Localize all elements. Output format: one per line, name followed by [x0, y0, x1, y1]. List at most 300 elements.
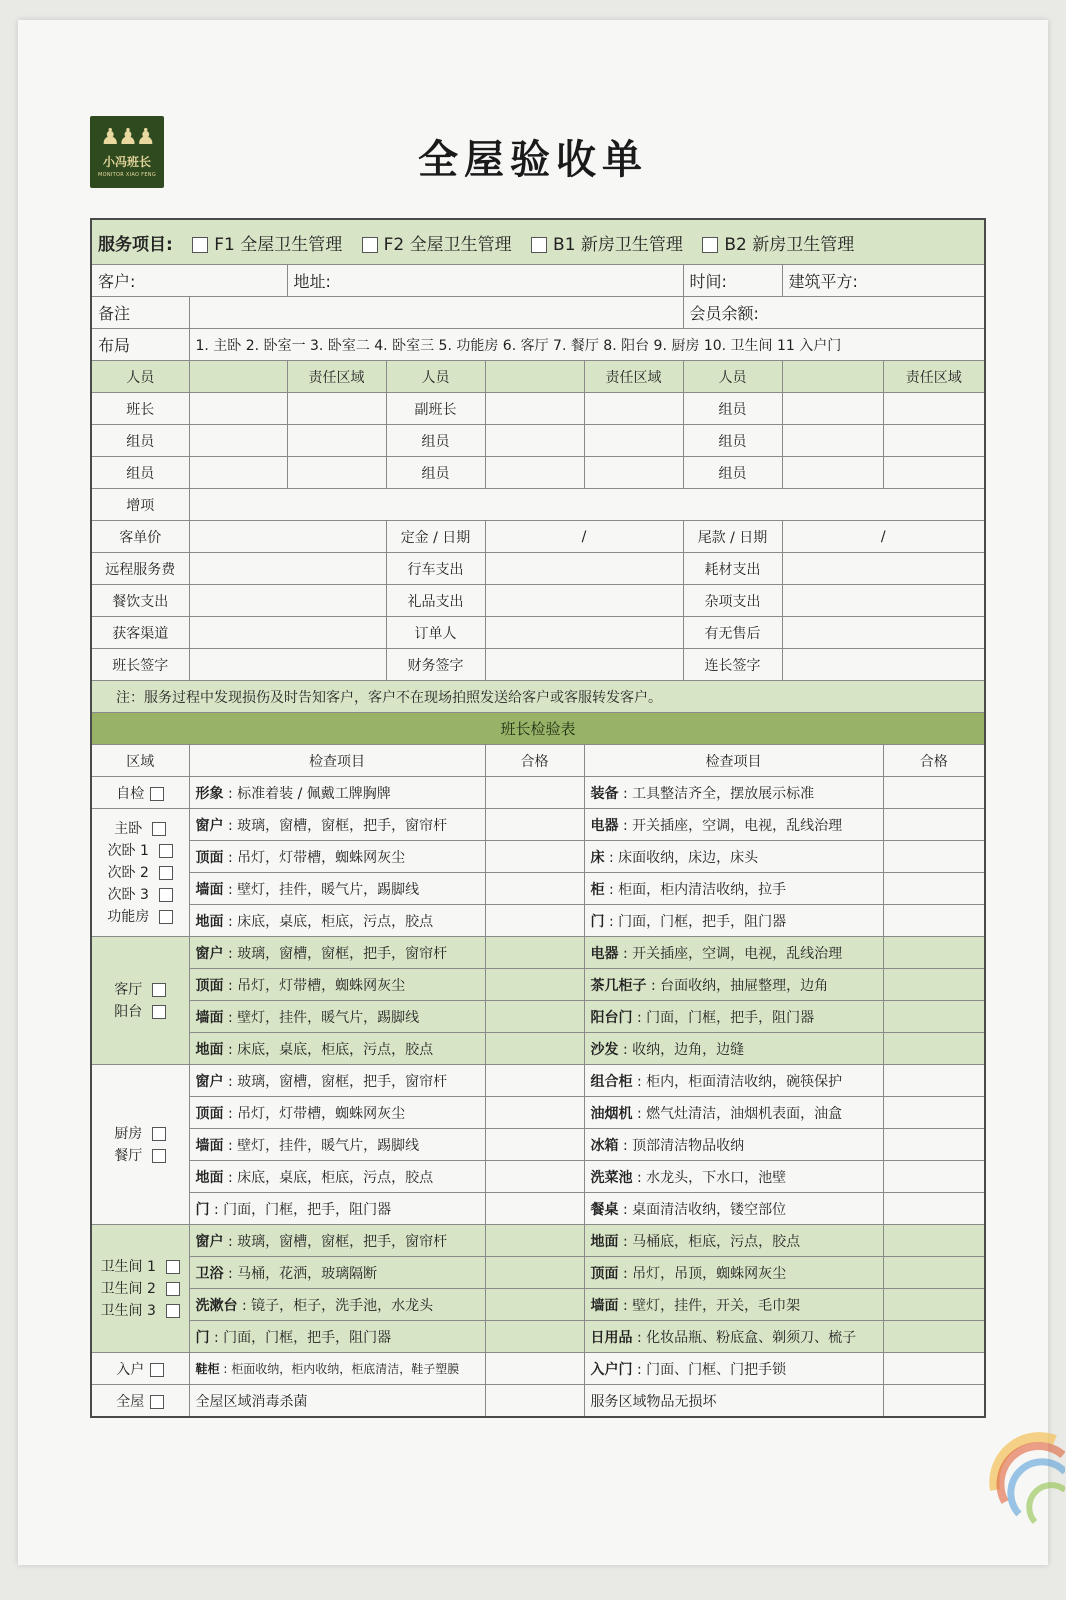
checklist-row [91, 1129, 985, 1161]
area-checkbox[interactable] [150, 1395, 164, 1409]
check-item [584, 1321, 883, 1353]
area-name: 卫生间 1 [100, 1258, 156, 1275]
pass-field[interactable] [485, 1353, 584, 1385]
check-item-name: 茶几柜子 [590, 977, 647, 994]
check-item-name: 入户门 [590, 1361, 633, 1378]
check-item-name: 电器 [590, 945, 619, 962]
check-item-name: 顶面 [195, 1105, 224, 1122]
finance-field[interactable] [485, 585, 683, 617]
check-item-detail: 吊灯，灯带槽，蜘蛛网灰尘 [237, 977, 406, 994]
service-label: 服务项目: [98, 234, 173, 255]
finance-label: 订单人 [386, 617, 485, 649]
separator: : [209, 1201, 224, 1218]
check-item-detail: 门面，门框，把手，阻门器 [618, 913, 787, 930]
check-item-detail: 马桶底，柜底，污点，胶点 [632, 1233, 801, 1250]
check-item-detail: 床底，桌底，柜底，污点，胶点 [237, 1169, 434, 1186]
check-item [189, 1321, 485, 1353]
separator: : [223, 1009, 238, 1026]
extra-items-field[interactable] [189, 489, 985, 521]
separator: : [604, 881, 619, 898]
check-item [584, 1289, 883, 1321]
staff-name-field[interactable] [782, 393, 883, 425]
area-option [98, 862, 183, 884]
staff-name-field[interactable] [485, 457, 584, 489]
separator: : [223, 1073, 238, 1090]
check-item-detail: 吊灯，灯带槽，蜘蛛网灰尘 [237, 1105, 406, 1122]
area-option [98, 979, 183, 1001]
pass-field[interactable] [485, 1097, 584, 1129]
service-option-f1: F1 全屋卫生管理 [214, 234, 343, 255]
finance-field[interactable] [189, 617, 386, 649]
pass-field[interactable] [485, 1193, 584, 1225]
balance-field[interactable]: 会员余额: [683, 297, 985, 329]
checklist-row [91, 1225, 985, 1257]
check-item [189, 873, 485, 905]
pass-field[interactable] [485, 809, 584, 841]
check-item [189, 1097, 485, 1129]
checklist-title: 班长检验表 [91, 713, 985, 745]
area-name: 卫生间 2 [100, 1280, 156, 1297]
pass-field[interactable] [485, 1001, 584, 1033]
staff-name-field[interactable] [782, 457, 883, 489]
check-item [584, 1353, 883, 1385]
area-group [91, 1065, 189, 1225]
duty-area-field[interactable] [287, 425, 386, 457]
area-checkbox[interactable] [159, 866, 173, 880]
check-item-name: 鞋柜 [195, 1362, 220, 1376]
check-item [189, 1289, 485, 1321]
check-item [584, 1193, 883, 1225]
checklist-row [91, 1065, 985, 1097]
service-checkbox-f1[interactable] [192, 237, 208, 253]
area-name: 次卧 2 [107, 864, 149, 881]
check-item-detail: 吊灯，吊顶，蜘蛛网灰尘 [632, 1265, 787, 1282]
check-item-name: 地面 [590, 1233, 619, 1250]
check-item-detail: 床底，桌底，柜底，污点，胶点 [237, 913, 434, 930]
pass-field[interactable] [883, 1097, 985, 1129]
area-checkbox[interactable] [159, 888, 173, 902]
check-item [189, 1033, 485, 1065]
finance-label: 有无售后 [683, 617, 782, 649]
remark-label: 备注 [91, 297, 189, 329]
remark-row [91, 297, 985, 329]
separator: : [223, 1265, 238, 1282]
finance-label: 定金 / 日期 [386, 521, 485, 553]
checklist-row [91, 1001, 985, 1033]
separator: : [632, 1329, 647, 1346]
area-single [91, 1385, 189, 1418]
extra-items-label: 增项 [91, 489, 189, 521]
check-item-detail: 柜面，柜内清洁收纳，拉手 [618, 881, 787, 898]
note-row [91, 681, 985, 713]
check-item-detail: 吊灯，灯带槽，蜘蛛网灰尘 [237, 849, 406, 866]
staff-role-label: 组员 [683, 457, 782, 489]
area-checkbox[interactable] [152, 1149, 166, 1163]
staff-header: 人员 [91, 361, 189, 393]
check-item [584, 1129, 883, 1161]
pass-field[interactable] [485, 1257, 584, 1289]
separator: : [618, 1201, 633, 1218]
check-item-name: 窗户 [195, 1073, 224, 1090]
area-name: 全屋 [116, 1393, 145, 1410]
pass-header: 合格 [485, 745, 584, 777]
check-item-name: 冰箱 [590, 1137, 619, 1154]
pass-field[interactable] [485, 841, 584, 873]
checklist-row [91, 1193, 985, 1225]
staff-name-field[interactable] [189, 457, 287, 489]
checklist-row [91, 1257, 985, 1289]
area-checkbox[interactable] [152, 983, 166, 997]
finance-label: 杂项支出 [683, 585, 782, 617]
finance-row [91, 521, 985, 553]
pass-field[interactable] [883, 1321, 985, 1353]
service-checkbox-f2[interactable] [362, 237, 378, 253]
check-item-detail: 柜内，柜面清洁收纳，碗筷保护 [646, 1073, 843, 1090]
pass-header: 合格 [883, 745, 985, 777]
pass-field[interactable] [883, 937, 985, 969]
check-item [189, 1161, 485, 1193]
corner-watermark-icon [985, 1430, 1065, 1530]
finance-field[interactable] [189, 585, 386, 617]
pass-field[interactable] [883, 969, 985, 1001]
area-option [98, 884, 183, 906]
checklist-header-row [91, 745, 985, 777]
separator: : [632, 1169, 647, 1186]
check-item-detail: 壁灯，挂件，暖气片，踢脚线 [237, 1137, 420, 1154]
area-header: 区域 [91, 745, 189, 777]
finance-field[interactable] [782, 585, 985, 617]
area-name: 功能房 [107, 908, 150, 925]
area-option [98, 1123, 183, 1145]
checklist-row [91, 809, 985, 841]
check-item-name: 阳台门 [590, 1009, 633, 1026]
staff-name-field[interactable] [189, 425, 287, 457]
layout-row [91, 329, 985, 361]
pass-field[interactable] [485, 873, 584, 905]
staff-role-label: 组员 [683, 393, 782, 425]
address-field[interactable]: 地址: [287, 265, 683, 297]
pass-field[interactable] [883, 1289, 985, 1321]
pass-field[interactable] [485, 969, 584, 1001]
area-name: 卫生间 3 [100, 1302, 156, 1319]
pass-field[interactable] [883, 1225, 985, 1257]
finance-field[interactable]: / [485, 521, 683, 553]
separator: : [223, 945, 238, 962]
pass-field[interactable] [883, 1193, 985, 1225]
pass-field[interactable] [485, 1321, 584, 1353]
service-row [91, 219, 985, 265]
check-item-name: 餐桌 [590, 1201, 619, 1218]
check-item [584, 873, 883, 905]
separator: : [632, 1009, 647, 1026]
service-note: 注：服务过程中发现损伤及时告知客户，客户不在现场拍照发送给客户或客服转发客户。 [91, 681, 985, 713]
finance-field[interactable] [782, 553, 985, 585]
check-item-detail: 开关插座，空调，电视，乱线治理 [632, 817, 843, 834]
pass-field[interactable] [485, 937, 584, 969]
customer-field[interactable]: 客户: [91, 265, 287, 297]
area-name: 次卧 1 [107, 842, 149, 859]
check-item-detail: 标准着装 / 佩戴工牌胸牌 [237, 785, 391, 802]
service-option-f2: F2 全屋卫生管理 [383, 234, 512, 255]
pass-field[interactable] [485, 1161, 584, 1193]
check-item [584, 1257, 883, 1289]
separator: : [223, 1105, 238, 1122]
area-option [98, 1001, 183, 1023]
area-option [98, 1256, 183, 1278]
area-checkbox[interactable] [152, 1005, 166, 1019]
finance-label: 班长签字 [91, 649, 189, 681]
check-item [189, 1353, 485, 1385]
pass-field[interactable] [883, 1033, 985, 1065]
separator: : [223, 849, 238, 866]
separator: : [618, 1265, 633, 1282]
finance-label: 行车支出 [386, 553, 485, 585]
staff-role-label: 班长 [91, 393, 189, 425]
check-item-name: 顶面 [195, 849, 224, 866]
staff-role-label: 副班长 [386, 393, 485, 425]
finance-field[interactable] [782, 649, 985, 681]
check-item-name: 门 [590, 913, 605, 930]
service-option-b1: B1 新房卫生管理 [553, 234, 683, 255]
area-group [91, 809, 189, 937]
separator: : [618, 945, 633, 962]
area-checkbox[interactable] [152, 822, 166, 836]
area-field[interactable]: 建筑平方: [782, 265, 985, 297]
separator: : [632, 1073, 647, 1090]
pass-field[interactable] [485, 777, 584, 809]
service-checkbox-b2[interactable] [702, 237, 718, 253]
check-item-detail: 玻璃，窗槽，窗框，把手，窗帘杆 [237, 1233, 448, 1250]
check-item-detail: 马桶，花洒，玻璃隔断 [237, 1265, 378, 1282]
check-item-detail: 门面，门框，把手，阻门器 [223, 1329, 392, 1346]
duty-area-field[interactable] [584, 425, 683, 457]
check-item [189, 969, 485, 1001]
check-item-detail: 开关插座，空调，电视，乱线治理 [632, 945, 843, 962]
finance-field[interactable]: / [782, 521, 985, 553]
check-item-name: 装备 [590, 785, 619, 802]
area-name: 次卧 3 [107, 886, 149, 903]
check-item-detail: 门面，门框，把手，阻门器 [223, 1201, 392, 1218]
separator: : [632, 1361, 647, 1378]
pass-field[interactable] [883, 1385, 985, 1418]
check-item-detail: 水龙头，下水口，池壁 [646, 1169, 787, 1186]
separator: : [223, 785, 238, 802]
checklist-row [91, 937, 985, 969]
area-checkbox[interactable] [152, 1127, 166, 1141]
check-item-name: 顶面 [195, 977, 224, 994]
check-item-detail: 床面收纳，床边，床头 [618, 849, 759, 866]
check-item-detail: 燃气灶清洁，油烟机表面，油盒 [646, 1105, 843, 1122]
pass-field[interactable] [883, 905, 985, 937]
separator: : [223, 1137, 238, 1154]
check-item [189, 937, 485, 969]
finance-field[interactable] [189, 553, 386, 585]
logo-figures-icon: ♟♟♟ [100, 124, 154, 150]
check-item-detail: 壁灯，挂件，暖气片，踢脚线 [237, 881, 420, 898]
checklist-row [91, 873, 985, 905]
staff-row [91, 457, 985, 489]
area-checkbox[interactable] [166, 1282, 180, 1296]
pass-field[interactable] [883, 1001, 985, 1033]
remark-field[interactable] [189, 297, 683, 329]
area-option [98, 1145, 183, 1167]
check-item-detail: 壁灯，挂件，开关，毛巾架 [632, 1297, 801, 1314]
area-checkbox[interactable] [159, 910, 173, 924]
separator: : [223, 881, 238, 898]
pass-field[interactable] [485, 905, 584, 937]
check-item [189, 841, 485, 873]
staff-name-field[interactable] [782, 425, 883, 457]
duty-area-field[interactable] [584, 457, 683, 489]
check-item [189, 1001, 485, 1033]
area-checkbox[interactable] [150, 787, 164, 801]
checklist-row [91, 1321, 985, 1353]
check-item [584, 1097, 883, 1129]
check-item-name: 洗菜池 [590, 1169, 633, 1186]
pass-field[interactable] [485, 1289, 584, 1321]
pass-field[interactable] [883, 1065, 985, 1097]
staff-role-label: 组员 [91, 425, 189, 457]
pass-field[interactable] [883, 873, 985, 905]
separator: : [618, 1137, 633, 1154]
checklist-row [91, 1289, 985, 1321]
separator: : [618, 785, 633, 802]
separator: : [223, 1233, 238, 1250]
staff-name-field[interactable] [485, 425, 584, 457]
finance-row [91, 617, 985, 649]
staff-name-field[interactable] [189, 393, 287, 425]
check-item-name: 墙面 [195, 881, 224, 898]
pass-field[interactable] [485, 1065, 584, 1097]
pass-field[interactable] [485, 1385, 584, 1418]
check-item-name: 门 [195, 1329, 210, 1346]
staff-name-field[interactable] [485, 393, 584, 425]
check-item-name: 墙面 [195, 1137, 224, 1154]
duty-header: 责任区域 [287, 361, 386, 393]
separator: : [223, 977, 238, 994]
check-item [189, 1225, 485, 1257]
pass-field[interactable] [883, 1353, 985, 1385]
duty-area-field[interactable] [883, 425, 985, 457]
finance-field[interactable] [782, 617, 985, 649]
checklist-row [91, 1097, 985, 1129]
acceptance-form [90, 218, 986, 1418]
check-item-detail: 柜面收纳，柜内收纳，柜底清洁，鞋子塑膜 [231, 1362, 460, 1376]
check-item [584, 809, 883, 841]
check-item-name: 地面 [195, 913, 224, 930]
finance-label: 获客渠道 [91, 617, 189, 649]
area-group [91, 1225, 189, 1353]
staff-role-label: 组员 [386, 457, 485, 489]
check-item [584, 937, 883, 969]
pass-field[interactable] [485, 1033, 584, 1065]
time-field[interactable]: 时间: [683, 265, 782, 297]
check-item-name: 组合柜 [590, 1073, 633, 1090]
duty-area-field[interactable] [584, 393, 683, 425]
separator: : [223, 1041, 238, 1058]
finance-field[interactable] [485, 553, 683, 585]
finance-label: 连长签字 [683, 649, 782, 681]
pass-field[interactable] [485, 1129, 584, 1161]
pass-field[interactable] [883, 841, 985, 873]
checklist-row [91, 777, 985, 809]
check-item [584, 841, 883, 873]
checklist-row [91, 1161, 985, 1193]
checklist-row [91, 969, 985, 1001]
separator: : [237, 1297, 252, 1314]
finance-row [91, 649, 985, 681]
finance-field[interactable] [485, 649, 683, 681]
staff-role-label: 组员 [386, 425, 485, 457]
pass-field[interactable] [883, 777, 985, 809]
area-checkbox[interactable] [166, 1260, 180, 1274]
area-name: 厨房 [114, 1125, 143, 1142]
logo-subtext: MONITOR XIAO FENG [97, 171, 157, 178]
duty-area-field[interactable] [883, 457, 985, 489]
pass-field[interactable] [485, 1225, 584, 1257]
check-item-detail: 玻璃，窗槽，窗框，把手，窗帘杆 [237, 1073, 448, 1090]
check-item-detail: 台面收纳，抽屉整理，边角 [660, 977, 829, 994]
separator: : [618, 1041, 633, 1058]
check-item-name: 柜 [590, 881, 605, 898]
area-name: 自检 [116, 785, 145, 802]
service-checkbox-b1[interactable] [531, 237, 547, 253]
area-option [98, 840, 183, 862]
pass-field[interactable] [883, 1129, 985, 1161]
checklist-row [91, 1353, 985, 1385]
area-checkbox[interactable] [166, 1304, 180, 1318]
duty-area-field[interactable] [287, 393, 386, 425]
check-item-name: 日用品 [590, 1329, 633, 1346]
area-name: 客厅 [114, 981, 143, 998]
check-item [584, 905, 883, 937]
staff-row [91, 393, 985, 425]
finance-label: 客单价 [91, 521, 189, 553]
layout-value: 1. 主卧 2. 卧室一 3. 卧室二 4. 卧室三 5. 功能房 6. 客厅 7. 餐厅 8. 阳台 9. 厨房 10. 卫生间 11 入户门 [189, 329, 985, 361]
finance-field[interactable] [189, 649, 386, 681]
area-option [98, 1300, 183, 1322]
checklist-row [91, 1385, 985, 1418]
separator: : [604, 849, 619, 866]
area-option [98, 1278, 183, 1300]
check-item-detail: 镜子，柜子，洗手池，水龙头 [251, 1297, 434, 1314]
area-option [98, 906, 183, 928]
pass-field[interactable] [883, 1257, 985, 1289]
pass-field[interactable] [883, 1161, 985, 1193]
checklist-title-row [91, 713, 985, 745]
check-item: 全屋区域消毒杀菌 [189, 1385, 485, 1418]
check-item [189, 1129, 485, 1161]
pass-field[interactable] [883, 809, 985, 841]
check-item [189, 1193, 485, 1225]
area-name: 主卧 [114, 820, 143, 837]
area-checkbox[interactable] [150, 1363, 164, 1377]
area-checkbox[interactable] [159, 844, 173, 858]
duty-area-field[interactable] [883, 393, 985, 425]
check-item-name: 窗户 [195, 945, 224, 962]
duty-area-field[interactable] [287, 457, 386, 489]
finance-field[interactable] [485, 617, 683, 649]
finance-label: 尾款 / 日期 [683, 521, 782, 553]
duty-header: 责任区域 [584, 361, 683, 393]
staff-header-row [91, 361, 985, 393]
customer-row [91, 265, 985, 297]
separator: : [618, 1297, 633, 1314]
check-item [189, 905, 485, 937]
separator: : [632, 1105, 647, 1122]
finance-field[interactable] [189, 521, 386, 553]
check-item-name: 窗户 [195, 1233, 224, 1250]
